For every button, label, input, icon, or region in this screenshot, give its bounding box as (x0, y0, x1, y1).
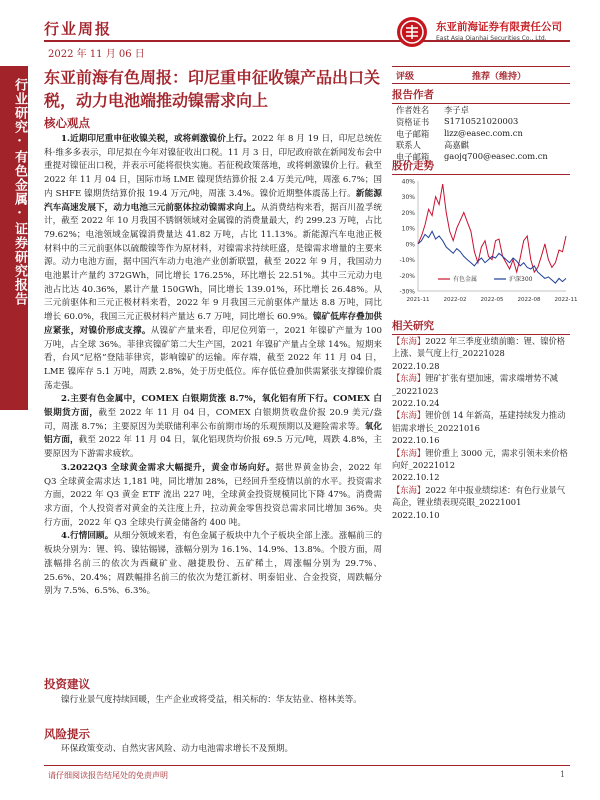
related-item[interactable] (392, 409, 572, 446)
p2-lead: 2.主要有色金属中，COMEX 白银期货涨 8.7%，氧化铝有所下行。 (61, 394, 334, 405)
analyst-row (396, 116, 572, 128)
p1-lead: 1.近期印尼重申征收镍关税，或将刺激镍价上行。 (61, 134, 252, 144)
p2-bold: COMEX 白银期货方面， (44, 394, 382, 419)
y-tick-label: 10% (401, 225, 415, 233)
series-line-1 (418, 184, 566, 272)
stock-price-chart (394, 175, 578, 311)
company-logo (396, 16, 580, 50)
p3-lead: 3.2022Q3 全球黄金需求大幅提升，黄金市场向好。 (61, 462, 276, 473)
y-tick-label: 30% (401, 194, 415, 202)
paragraph-2 (44, 393, 382, 462)
investment-heading: 投资建议 (44, 677, 90, 691)
rating-row (392, 66, 570, 84)
analyst-row-key: 电子邮箱 (396, 152, 430, 163)
analyst-heading: 报告作者 (392, 87, 570, 104)
related-research-list (392, 335, 572, 521)
company-name-en: East Asia Qianhai Securities Co., Ltd. (436, 35, 547, 42)
paragraph-4 (44, 530, 382, 599)
analyst-row-value: S1710521020003 (444, 115, 519, 126)
rating-label: 评级 (396, 72, 415, 82)
p1-text-b: 从消费结构来看，据百川盈孚统计，截至 2022 年 10 月我国不锈钢领域对金属镍的消费量最大，约 299.23 万吨，占比 79.62%；电池领域金属镍消费量达 41.82 万吨，占比 11.13%。新能源汽车电池正极材料中的三元前驱体以硫酸镍等作为原材料，对镍需求持续旺盛，是镍需求增量的主要来源。动力电池方面，据中国汽车动力电池产业创新联盟，截至 2022 年 9 月，我国动力电池累计产量约 372GWh，同比增长 176.25%，环比增长 22.51%。其中三元动力电池占比达 40.36%，累计产量 150GWh，同比增长 139.01%，环比增长 26.48%。从三元前驱体和三元正极材料来看，2022 年 9 月我国三元前驱体产量达 8.8 万吨，同比增长 60.0%，我国三元正极材料产量达 6.7 万吨，同比增长 60.9%。 (44, 202, 382, 323)
p1-text-a: 2022 年 8 月 19 日，印尼总统佐科·维多多表示，印尼拟在今年对镍征收出口税。11 月 3 日，印尼政府欲在新闻发布会中重提对镍征出口税，并表示可能将很快实施。若征税政策落地，或将刺激镍价上行。截至 2022 年 11 月 04 日，国际市场 LME 镍现货结算价报 2.4 万美元/吨，周涨 6.7%；国内 SHFE 镍期货结算价报 19.4 万元/吨，周涨 3.4%。镍价近期整体震荡上行。 (44, 134, 382, 199)
x-tick-label: 2022-02 (443, 297, 467, 303)
y-tick-label: -10% (399, 257, 415, 265)
y-tick-label: 0% (405, 241, 415, 249)
analyst-row-key: 作者姓名 (396, 105, 430, 115)
report-category: 行业周报 (44, 20, 113, 38)
page-title: 东亚前海有色周报：印尼重申征收镍产品出口关税，动力电池端推动镍需求向上 (44, 68, 381, 110)
paragraph-3 (44, 462, 382, 531)
p1-bold-3: 镍矿低库存叠加供应紧张，对镍价形成支撑。 (44, 312, 382, 336)
related-item-tag: 【东海】 (392, 484, 426, 495)
paragraph-1 (44, 133, 382, 393)
related-item[interactable] (392, 447, 572, 484)
related-item-tag: 【东海】 (392, 373, 426, 384)
x-tick-label: 2021-11 (406, 297, 430, 303)
company-name-cn: 东亚前海证券有限责任公司 (436, 21, 562, 33)
report-date: 2022 年 11 月 06 日 (48, 49, 145, 60)
p2-bold-2: 氧化铝方面， (44, 421, 382, 446)
company-seal-icon (396, 16, 428, 48)
related-item-date: 2022.10.16 (392, 435, 440, 446)
related-heading: 相关研究 (392, 318, 570, 335)
x-tick-label: 2022-11 (554, 297, 578, 303)
analyst-row-value: gaojq700@easec.com.cn (444, 151, 548, 162)
related-item-date: 2022.10.28 (392, 360, 440, 371)
related-item[interactable] (392, 335, 572, 372)
risk-heading: 风险提示 (44, 727, 90, 741)
footer-disclaimer: 请仔细阅读报告结尾处的免责声明 (48, 771, 168, 780)
related-item-tag: 【东海】 (392, 336, 426, 346)
risk-text: 环保政策变动、自然灾害风险、动力电池需求增长不及预期。 (61, 744, 294, 754)
core-view-heading: 核心观点 (44, 116, 90, 130)
p2-text-a: 截至 2022 年 11 月 04 日，COMEX 白银期货收盘价报 20.9 美元/盎司，周涨 8.7%；主要原因为美联储利率公布前期市场的乐观预期以及避险需求等。 (44, 408, 382, 432)
related-item-date: 2022.10.10 (392, 509, 440, 520)
related-item-title: 锂价重上 3000 元，需求引领未来价格向好_20221012 (392, 447, 568, 471)
analyst-row-value: 高嘉麒 (444, 140, 469, 151)
related-item-tag: 【东海】 (392, 410, 426, 421)
analyst-row (396, 139, 572, 151)
related-item-date: 2022.10.12 (392, 472, 440, 483)
related-item[interactable] (392, 372, 572, 409)
p4-text: 从细分领域来看，有色金属子板块中九个子板块全部上涨。涨幅前三的板块分别为：锂、钨、镍钴锡锑，涨幅分别为 16.1%、14.9%、13.8%。个股方面，周涨幅排名前三的依次为西藏矿业、融捷股份、五矿稀土，周涨幅分别为 29.7%、25.6%、20.4%；周跌幅排名前三的依次为楚江新材、明泰铝业、合金投资，周跌幅分别为 7.5%、6.5%、6.3%。 (44, 531, 382, 597)
related-item-title: 2022 年三季度业绩前瞻：锂、镍价格上涨、景气度上行_20221028 (392, 336, 566, 359)
risk-body (44, 743, 382, 757)
investment-body (44, 694, 382, 708)
analyst-row-key: 电子邮箱 (396, 128, 430, 139)
analyst-row (396, 128, 572, 140)
analyst-row (396, 104, 572, 116)
legend-label: 沪深300 (509, 276, 533, 283)
related-item[interactable] (392, 484, 572, 521)
investment-text: 镍行业景气度持续回暖，生产企业或将受益，相关标的：华友钴业、格林美等。 (61, 695, 362, 705)
stock-chart-heading: 股价走势 (392, 158, 570, 175)
x-tick-label: 2022-05 (480, 297, 504, 303)
related-item-tag: 【东海】 (392, 447, 426, 458)
y-tick-label: 20% (401, 209, 415, 217)
p3-text: 据世界黄金协会，2022 年 Q3 全球黄金需求达 1,181 吨，同比增加 28%，已经回升至疫情以前的水平。投资需求方面，2022 年 Q3 黄金 ETF 流出 227 吨，全球黄金投资规模同比下降 47%。消费需求方面，个人投资者对黄金的关注度上升，拉动黄金零售投资总需求同比增加 36%。央行方面，2022 年 Q3 全球央行黄金储备约 400 吨。 (44, 462, 382, 528)
page-number: 1 (560, 770, 566, 779)
related-item-title: 2022 年中报业绩综述：有色行业景气高企，锂业绩表现亮眼_20221001 (392, 484, 566, 508)
analyst-row-value: lizz@easec.com.cn (444, 127, 523, 138)
sidebar-banner (0, 66, 28, 410)
p2-text-b: 截至 2022 年 11 月 04 日，氧化铝现货均价报 69.5 万元/吨，周跌 4.8%，主要原因为下游需求疲软。 (44, 435, 382, 460)
p1-text-c: 从镍矿产量来看，印尼位列第一，2021 年镍矿产量为 100 万吨，占全球 36%。菲律宾镍矿第二大生产国，2021 年镍矿产量占全球 14%。短期来看，台风“尼格”登陆菲律宾，影响镍矿的运输。库存端，截至 2022 年 11 月 04 日，LME 镍库存 5.1 万吨，周跌 2.8%，处于历史低位。库存低位叠加供需紧张支撑镍价震荡走强。 (44, 325, 382, 391)
analyst-row-key: 联系人 (396, 140, 421, 151)
y-tick-label: -30% (399, 288, 415, 296)
analyst-row-key: 资格证书 (396, 116, 430, 127)
analyst-row-value: 李子卓 (444, 105, 469, 115)
rating-value: 推荐（维持） (472, 72, 527, 82)
footer-divider (44, 765, 570, 766)
core-view-body (44, 133, 382, 599)
p4-lead: 4.行情回顾。 (61, 531, 114, 542)
sidebar-text: 行业研究·有色金属·证券研究报告 (12, 78, 27, 306)
legend-label: 有色金属 (453, 276, 478, 283)
p1-bold-2: 新能源汽车高速发展下，动力电池三元前驱体拉动镍需求向上。 (44, 188, 382, 213)
y-tick-label: 40% (401, 178, 415, 186)
related-item-date: 2022.10.24 (392, 398, 440, 409)
x-tick-label: 2022-08 (517, 297, 541, 303)
related-item-title: 锂矿扩张有望加速，需求端增势不减_20221023 (392, 373, 558, 396)
y-tick-label: -20% (399, 272, 415, 280)
related-item-title: 锂价创 14 年新高，基建持续发力推动铝需求增长_20221016 (392, 410, 566, 433)
